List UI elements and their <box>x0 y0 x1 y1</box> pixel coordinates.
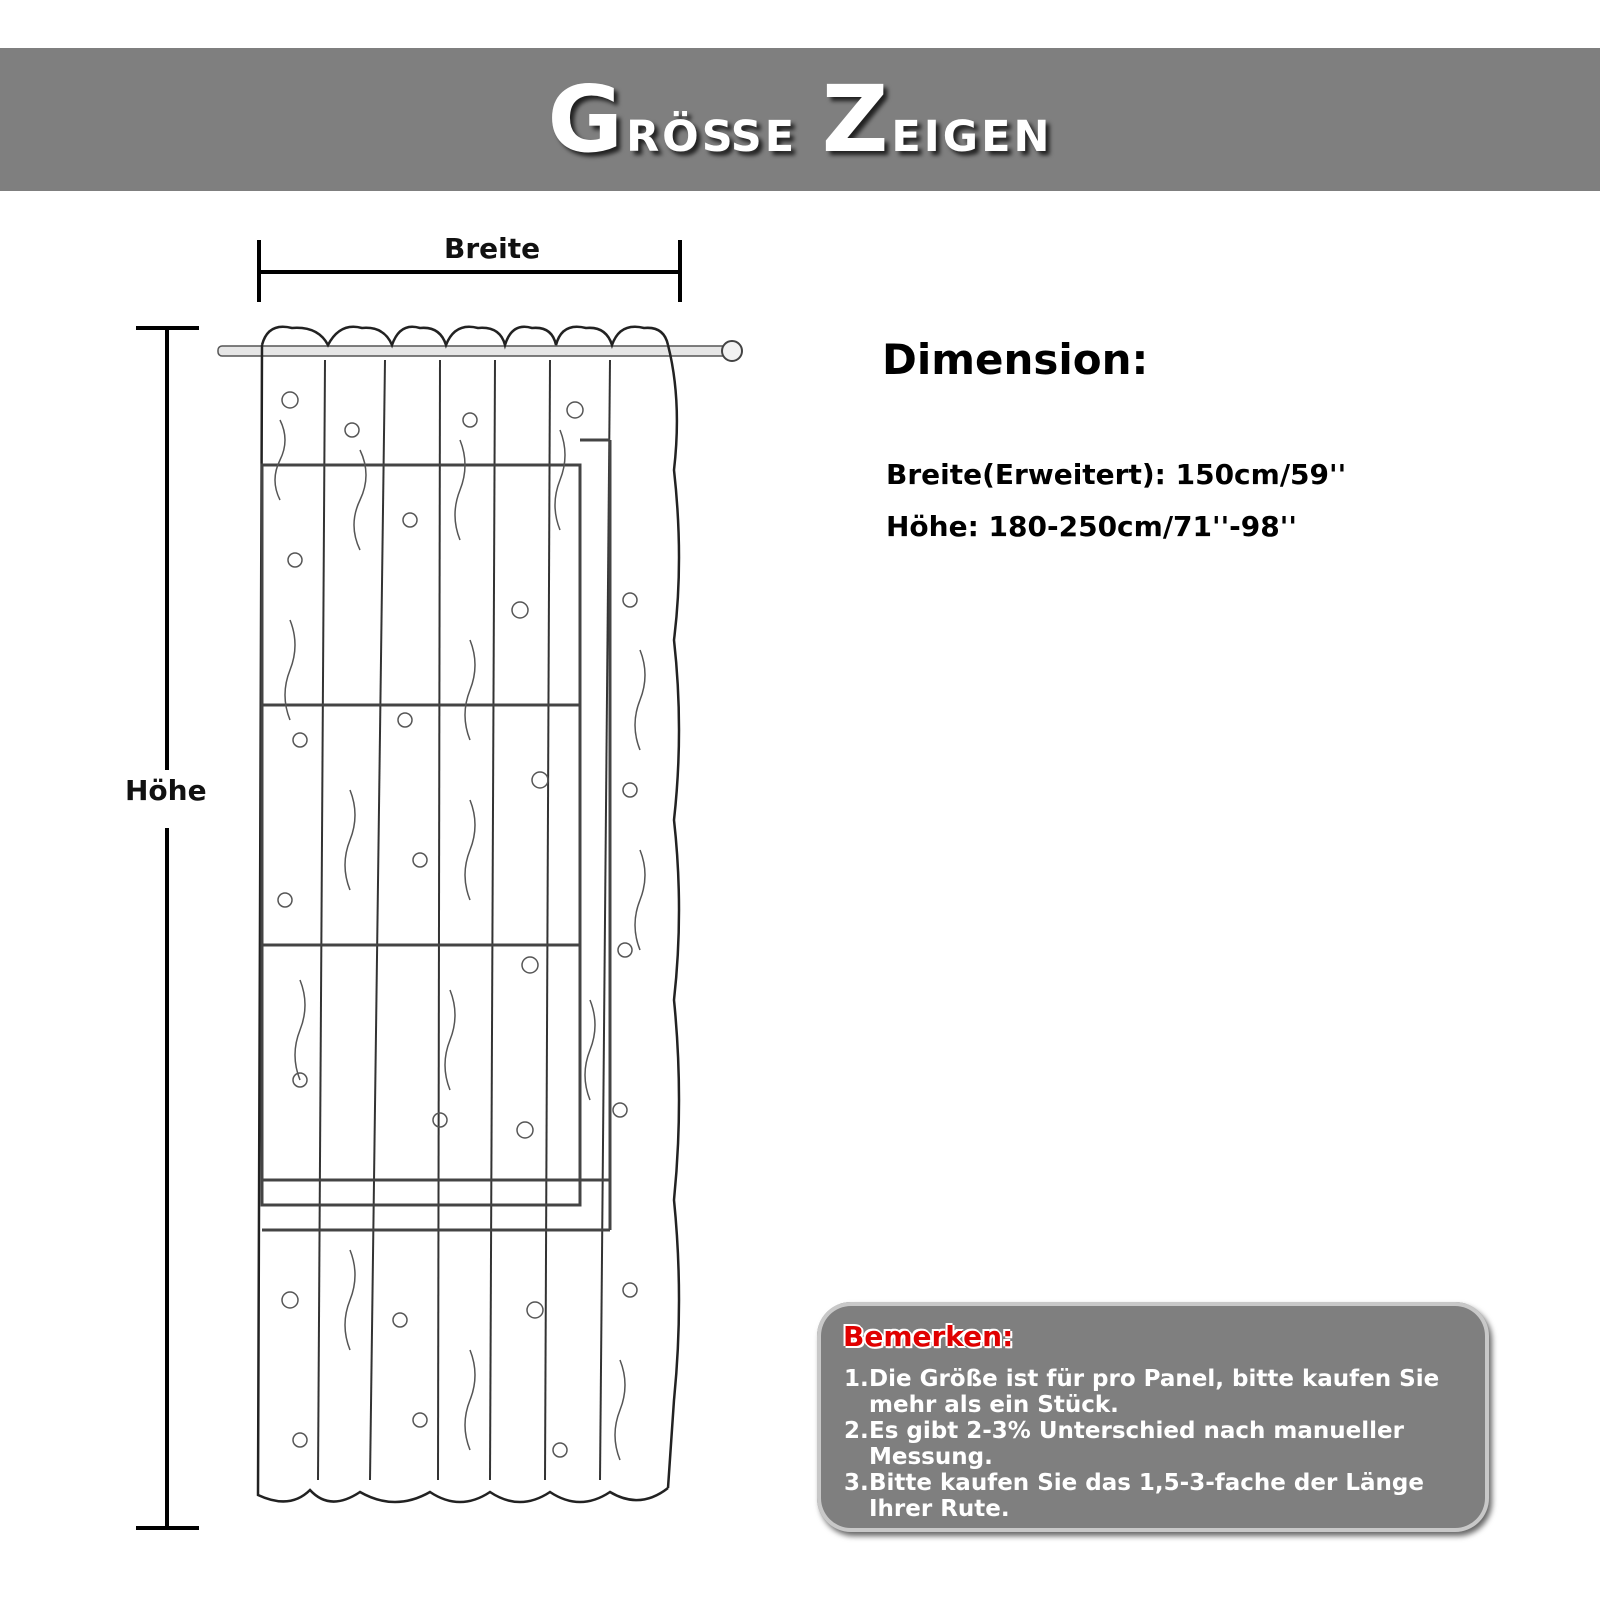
remarks-title: Bemerken: <box>843 1320 1014 1353</box>
height-spec: Höhe: 180-250cm/71''-98'' <box>886 510 1297 543</box>
remark-item: 2.Es gibt 2-3% Unterschied nach manueller Messung. <box>844 1418 1404 1470</box>
width-spec: Breite(Erweitert): 150cm/59'' <box>886 458 1347 491</box>
width-label: Breite <box>444 232 541 265</box>
curtain-panel-icon <box>258 327 679 1502</box>
remarks-list <box>844 1366 1475 1522</box>
remarks-box <box>817 1302 1489 1532</box>
page-title: Größe Zeigen <box>547 66 1053 173</box>
dimension-heading: Dimension: <box>882 335 1149 384</box>
curtain-rod-icon <box>218 341 742 361</box>
remark-item: 1.Die Größe ist für pro Panel, bitte kaufen Sie mehr als ein Stück. <box>844 1366 1440 1418</box>
height-label: Höhe <box>125 774 207 807</box>
height-dimension-line <box>136 328 199 1528</box>
remark-item: 3.Bitte kaufen Sie das 1,5-3-fache der Länge Ihrer Rute. <box>844 1470 1424 1522</box>
